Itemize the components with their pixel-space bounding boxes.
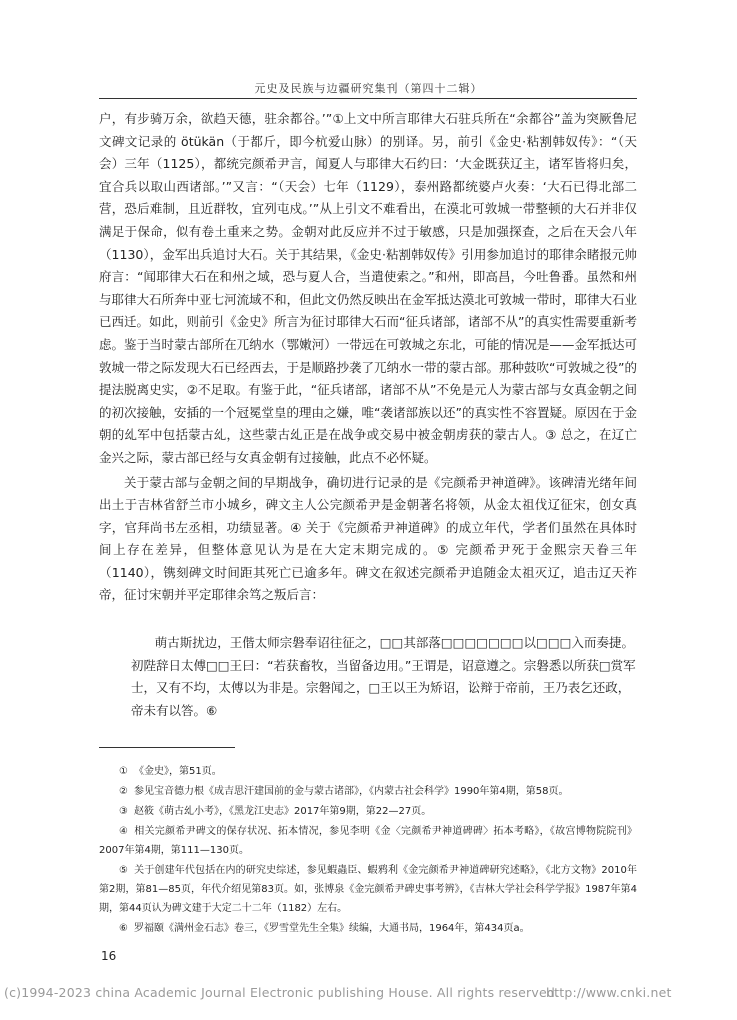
footnote-5 <box>99 861 637 918</box>
body-paragraph-2: 关于蒙古部与金朝之间的早期战争，确切进行记录的是《完颜希尹神道碑》。该碑清光绪年间出土于吉林省舒兰市小城乡，碑文主人公完颜希尹是金朝著名将领，从金太祖伐辽征宋，创女真字，官拜尚书左丞相，功绩显著。④ 关于《完颜希尹神道碑》的成立年代，学者们虽然在具体时间上存在差异，但整体意见认为是在大定末期完成的。⑤ 完颜希尹死于金熙宗天眷三年（1140），镌刻碑文时间距其死亡已逾多年。碑文在叙述完颜希尹追随金太祖灭辽，追击辽天祚帝，征讨宋朝并平定耶律余笃之叛后言： <box>99 474 637 603</box>
quote-text: 萌古斯扰边，王偕太师宗磐奉诏往征之，□□其部落□□□□□□□以□□□入而奏捷。初陛辞日太傅□□王曰：“若获畜牧，当留备边用。”王谓是，诏意遵之。宗磐悉以所获□赏军士，又有不均，太傅以为非是。宗磐闻之，□王以王为矫诏，讼辩于帝前，王乃表乞还政，帝未有以答。⑥ <box>131 635 636 718</box>
footnote-6 <box>99 919 637 938</box>
main-text <box>99 108 637 607</box>
footnote-number: ② <box>119 786 128 797</box>
footnote-number: ⑥ <box>119 923 128 934</box>
footnote-number: ③ <box>119 806 128 817</box>
footnote-number: ① <box>119 766 128 777</box>
header-rule <box>99 98 637 99</box>
footnotes <box>99 762 637 939</box>
footnote-1 <box>99 762 637 781</box>
footnote-3 <box>99 802 637 821</box>
footnote-text: 《金史》，第51页。 <box>133 766 222 777</box>
footnote-2 <box>99 782 637 801</box>
body-paragraph-1: 户，有步骑万余，欲趋天德，驻余都谷。’”①上文中所言耶律大石驻兵所在“余都谷”盖为突厥鲁尼文碑文记录的 ötükän（于都斤，即今杭爱山脉）的别译。另，前引《金史·粘割韩奴传》：“（天会）三年（1125），都统完颜希尹言，闻夏人与耶律大石约曰：‘大金既获辽主，诸军皆将归矣，宜合兵以取山西诸部。’”又言：“（天会）七年（1129），泰州路都统婆卢火奏：‘大石已得北部二营，恐后难制，且近群牧，宜列屯戍。’”从上引文不难看出，在漠北可敦城一带整顿的大石并非仅满足于保命，似有卷土重来之势。金朝对此反应并不过于敏感，只是加强探查，之后在天会八年（1130），金军出兵追讨大石。关于其结果，《金史·粘割韩奴传》引用参加追讨的耶律余睹报元帅府言：“闻耶律大石在和州之域，恐与夏人合，当遣使索之。”和州，即高昌，今吐鲁番。虽然和州与耶律大石所奔中亚七河流域不和，但此文仍然反映出在金军抵达漠北可敦城一带时，耶律大石业已西迁。如此，则前引《金史》所言为征讨耶律大石而“征兵诸部，诸部不从”的真实性需要重新考虑。鉴于当时蒙古部所在兀纳水（鄂嫩河）一带远在可敦城之东北，可能的情况是——金军抵达可敦城一带之际发现大石已经西去，于是顺路抄袭了兀纳水一带的蒙古部。那种鼓吹“可敦城之役”的提法脱离史实，②不足取。有鉴于此，“征兵诸部，诸部不从”不免是元人为蒙古部与女真金朝之间的初次接触，安插的一个冠冕堂皇的理由之嫌，唯“袭诸部族以还”的真实性不容置疑。原因在于金朝的乣军中包括蒙古乣，这些蒙古乣正是在战争或交易中被金朝虏获的蒙古人。③ 总之，在辽亡金兴之际，蒙古部已经与女真金朝有过接触，此点不必怀疑。 <box>99 111 637 465</box>
footnote-text: 赵筱《萌古乣小考》，《黑龙江史志》2017年第9期，第22—27页。 <box>133 806 432 817</box>
page-number: 16 <box>101 949 117 963</box>
running-header: 元史及民族与边疆研究集刊（第四十二辑） <box>254 82 483 95</box>
footnote-text: 参见宝音德力根《成吉思汗建国前的金与蒙古诸部》，《内蒙古社会科学》1990年第4期，第58页。 <box>133 786 569 797</box>
footnote-text: 罗福颐《满州金石志》卷三，《罗雪堂先生全集》续编，大通书局，1964年，第434页a。 <box>133 923 530 934</box>
footnote-number: ④ <box>119 826 129 837</box>
inscription-quote <box>131 632 637 722</box>
footnote-text: 相关完颜希尹碑文的保存状况、拓本情况，参见李明《金〈完颜希尹神道碑碑〉拓本考略》，《故宫博物院院刊》2007年第4期，第111—130页。 <box>99 826 638 856</box>
cnki-url: http://www.cnki.net <box>546 985 672 1000</box>
footnote-rule <box>99 747 235 748</box>
footnote-text: 关于创建年代包括在内的研究史综述，参见蝦蟲臣、蝦鸦利《金完颜希尹神道碑研究述略》，《北方文物》2010年第2期，第81—85页，年代介绍见第83页。如，张博泉《金完颜希尹碑史事考辨》，《吉林大学社会科学学报》1987年第4期，第44页认为碑文建于大定二十二年（1182）左右。 <box>99 865 637 914</box>
copyright-notice: (c)1994-2023 china Academic Journal Electronic publishing House. All rights reserved. <box>4 985 560 1000</box>
footnote-4 <box>99 822 637 860</box>
footnote-number: ⑤ <box>119 865 129 876</box>
